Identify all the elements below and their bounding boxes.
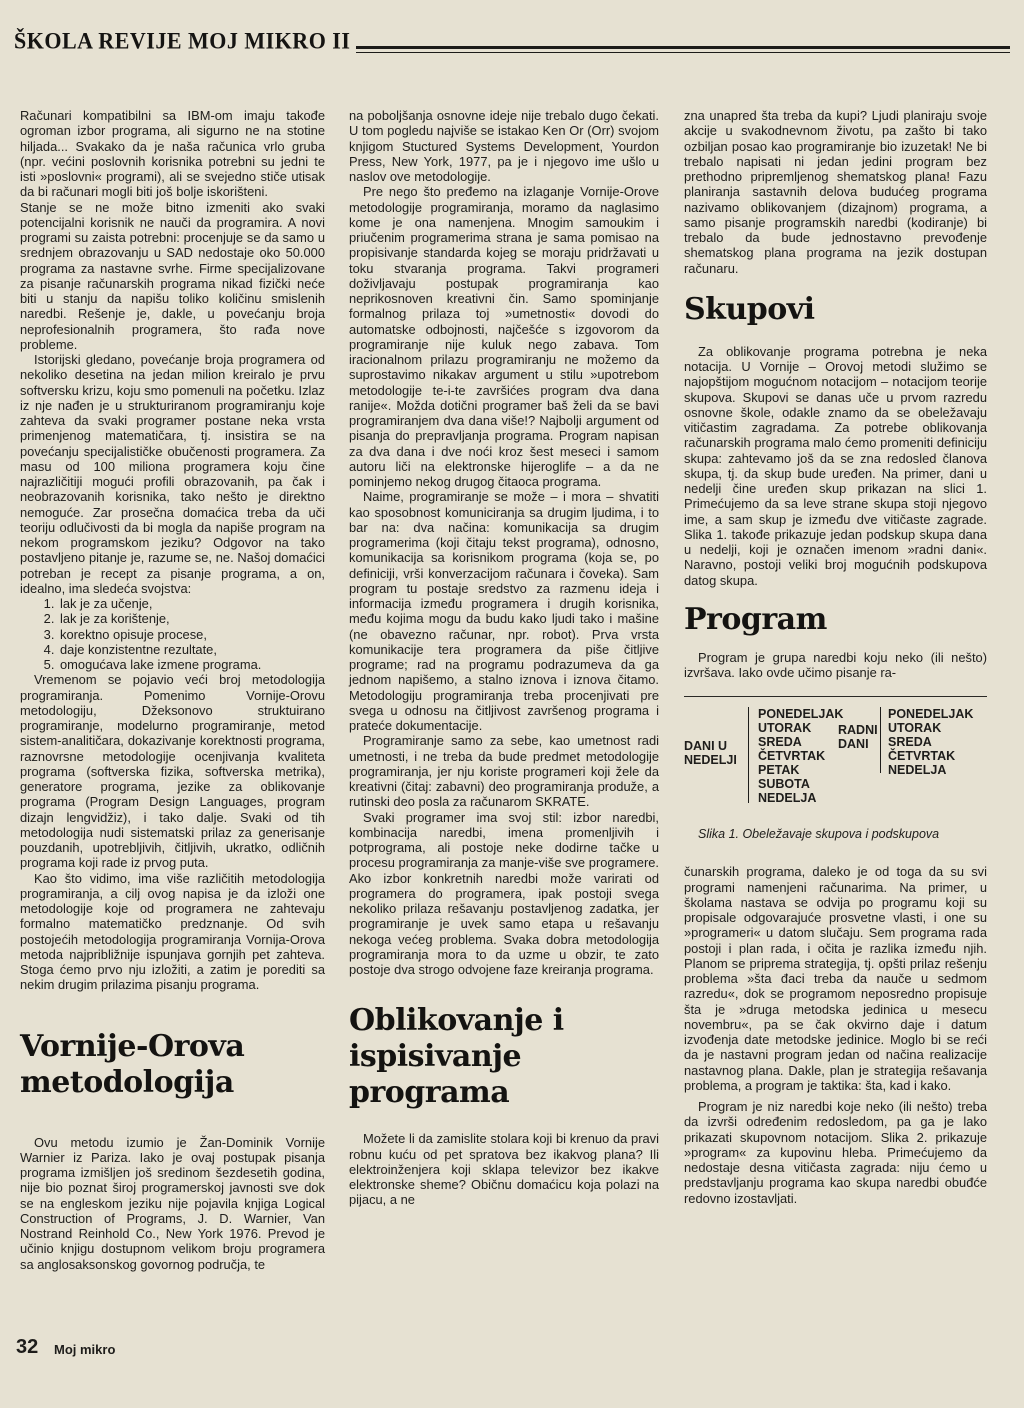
figure-1-sets <box>684 696 987 827</box>
paragraph: Program je grupa naredbi koju neko (ili nešto) izvršava. Iako ovde učimo pisanje ra- <box>684 649 987 680</box>
section-heading-program: Program <box>684 601 827 637</box>
paragraph: Možete li da zamislite stolara koji bi krenuo da pravi robnu kuću od pet spratova bez ikakvog plana? Ili elektroinženjera koji sklapa televizor bez ikakve elektronske sheme? Običnu domaćicu koja polazi na pijacu, a ne <box>349 1131 659 1208</box>
column-2 <box>349 108 659 1208</box>
series-title: ŠKOLA REVIJE MOJ MIKRO II <box>14 27 351 54</box>
subset-brace <box>880 707 885 773</box>
days-set: PONEDELJAK UTORAK SREDA ČETVRTAK PETAK SUBOTA NEDELJA <box>758 707 844 806</box>
requirements-list <box>20 596 325 672</box>
page-number: 32 <box>16 1336 39 1358</box>
list-item: 5. omogućava lake izmene programa. <box>58 657 325 672</box>
paragraph: Ovu metodu izumio je Žan-Dominik Vornije Warnier iz Pariza. Iako je ovaj postupak pisanja programa izmišljen još sredinom šezdesetih godina, nije bio poznat širој programerskoj javnosti sve dok se na engleskom jeziku nije pojavila knjiga Logical Construction of Programs, J. D. Warnier, Van Nostrand Reinhold Co., New York 1976. Prevod je učinio knjigu dostupnom velikom broju programera sa anglosaksonskog govornog područja, te <box>20 1134 325 1272</box>
subset-name-label: RADNI DANI <box>838 723 878 752</box>
left-brace <box>748 707 753 803</box>
list-item: 3. korektno opisuje procese, <box>58 627 325 642</box>
column-1 <box>20 108 325 1272</box>
paragraph: Naime, programiranje se može – i mora – shvatiti kao sposobnost komuniciranja sa drugim ljudima, i to bar na: dva načina: komunikacija sa drugim programerima (koji čitaju tekst programa), odnosno, komunikacija sa korisnikom programa (koja se, po definiciji, vrši konverzacijom računara i čoveka). Sam program tu postaje sredstvo za razmenu ideja i informacija između programera i drugih korisnika, među kojima mogu da budu kako ljudi tako i mašine (ne obavezno računar, npr. robot). Prva vrsta komunikacije tera programera da piše čitljive programe; rad na programu podrazumeva da ga jednom napišemo, a stalno iznova i iznova čitamo. Metodologiju programiranja treba procenjivati pre svega u odnosu na čitljivost završenog programa i prateće dokumentacije. <box>349 489 659 733</box>
column-3 <box>684 108 987 1206</box>
paragraph: Istorijski gledano, povećanje broja programera od nekoliko desetina na jedan milion kreiralo je prvu softversku krizu, koju smo pomenuli na početku. Izlaz iz nje nađen je u strukturiranom programiranju koje zahteva da svaki programer postane neka vrsta primenjenog matematičara, tj. insistira se na povećanju specijalističke obučenosti programera. Za masu od 100 miliona programera koju čine najrazličitiji mogući profili obrazovanih, pa čak i neobrazovanih korisnika, tako nešto je direktno nemoguće. Zar prosečna domaćica treba da uči teoriju odlučivosti da bi mogla da napiše program na nekom programskom jeziku? Odgovor na tako postavljeno pitanje je, razume se, ne. Našoj domaćici potreban je recept za pisanje programa, a on, idealno, ima sledeća svojstva: <box>20 352 325 596</box>
magazine-name: Moj mikro <box>54 1342 116 1357</box>
paragraph: Kao što vidimo, ima više različitih metodologija programiranja, a cilj ovog napisa je da izloži one metodologije koje od programera ne zahtevaju formalno matematičko predznanje. Od svih postojećih metodologija programiranja Vornija-Orova metoda najpribližnije ispunjava gornjih pet zahteva. Stoga ćemo prvo nju izložiti, a zatim je porediti sa nekim drugim prilazima pisanju programa. <box>20 870 325 993</box>
workdays-subset: PONEDELJAK UTORAK SREDA ČETVRTAK NEDELJA <box>888 707 974 778</box>
list-item: 1. lak je za učenje, <box>58 596 325 611</box>
section-heading-oblikovanje: Oblikovanje i ispisivanje programa <box>349 1003 564 1111</box>
paragraph: na poboljšanja osnovne ideje nije trebalo dugo čekati. U tom pogledu najviše se istakao Ken Or (Orr) svojom knjigom Stuctured Systems Development, Yourdon Press, New York, 1977, pa je i njegovo ime ušlo u naslov ove metodologije. <box>349 108 659 184</box>
page-header <box>14 28 1010 62</box>
paragraph: čunarskih programa, daleko je od toga da su svi programi namenjeni računarima. Na primer, u školama nastava se odvija po programu koji su propisale odgovarajuće prosvetne vlasti, i one su »programeri« u datom slučaju. Sem programa rada postoji i plan rada, i očita je razlika između njih. Planom se priprema strategija, tj. opšti prilaz rešenju problema »šta đaci treba da nauče u sedmom razredu«, dok se programom neposredno propisuje šta je »druga metodska jedinica u mesecu novembru«, pa se čak okvirno daje i datum izvođenja date metodske jedinice. Moglo bi se reći da je nastavni program jedan od načina realizacije nastavnog plana. Dakle, plan je strategija rešavanja problema, a program je taktika: šta, kad i kako. <box>684 864 987 1093</box>
section-heading-vornije: Vornije-Orova metodologija <box>20 1028 245 1100</box>
paragraph: Svaki programer ima svoj stil: izbor naredbi, kombinacija naredbi, imena promenljivih i potprograma, ali postoje neke dodirne tačke u procesu programiranja za manje-više sve programere. Ako izbor konkretnih naredbi može varirati od programera do programera, ipak postoji svega nekoliko prilaza rešavanju postavljenog zadatka, jer programiranje je uvek samo etapa u rešavanju nekoga većeg problema. Svaka dobra metodologija programiranja mora to da uzme u obzir, te zato postoje dva strogo odvojene faze kreiranja programa. <box>349 809 659 977</box>
paragraph: Stanje se ne može bitno izmeniti ako svaki potencijalni korisnik ne nauči da programira. A novi programi su zaista potrebni: procenjuje se da samo u srednjem obrazovanju u SAD nedostaje oko 50.000 programa za nastavne svrhe. Firme specijalizovane za pisanje računarskih programa nikad fizički neće biti u stanju da napišu toliko količinu smislenih naredbi. Rešenje je, dakle, u povećanju broja neprofesionalnih programera, što rađa nove probleme. <box>20 199 325 352</box>
list-item: 4. daje konzistentne rezultate, <box>58 642 325 657</box>
set-name-label: DANI U NEDELJI <box>684 739 737 768</box>
paragraph: Vremenom se pojavio veći broj metodologija programiranja. Pomenimo Vornije-Orovu metodologiju, Džeksonovo struktuirano programiranje, modelurno programiranje, metod sistem-analitičara, dokazivanje korektnosti programa, raznovrsne metodologije ocenjivanja kvaliteta programa (softverska fizika, softverska metrika), generatore programa, jezike za oblikovanje programa (Program Design Languages, program dizajn lengvidžiz), i tako dalje. Svaki od tih metodologija nudi sistematski prilaz za generisanje pouzdanih, upotrebljivih, čitljivih, ukratko, odličnih programa koji rade iz prvog puta. <box>20 672 325 871</box>
paragraph: zna unapred šta treba da kupi? Ljudi planiraju svoje akcije u svakodnevnom životu, pa zašto bi tako ozbiljan posao kao programiranje bio izuzetak! Ne bi trebalo napisati ni jedan jedini program bez prethodno pripremljenog shematskog plana! Fazu planiranja sastavnih delova budućeg programa nazivamo oblikovanjem (dizajnom) programa, a samo pisanje programskih naredbi (kodiranje) bi trebalo da bude jednostavno prevođenje shematskog plana programa na jezik dostupan računaru. <box>684 108 987 276</box>
paragraph: Programiranje samo za sebe, kao umetnost radi umetnosti, i ne treba da bude predmet metodologije programiranja, jer nju koriste programeri koji žele da kreativni (čitaj: zabavni) deo programiranja produže, a rutinski deo posla za računarom SKRATE. <box>349 733 659 810</box>
paragraph: Pre nego što pređemo na izlaganje Vornije-Orove metodologije programiranja, moramo da naglasimo kome je ona namenjena. Mnogim samoukim i priučenim programerima strana je sama pomisao na propisivanje standarda kojeg se moraju pridržavati u toku stvaranja programa. Takvi programeri doživljavaju postupak programiranja kao neprikosnoven kreativni čin. Samo spominjanje formalnog prilaza toj »umetnosti« dovodi do automatske odbojnosti, najčešće s izgovorom da programiranje nije kuluk nego zabava. Tom iracionalnom prilazu programiranju ne možemo da suprostavimo nikakav argument u stilu »upotrebom metodologije te-i-te završićes program dva dana ranije«. Možda dotični programer baš želi da se bavi programiranjem dva dana više!? Najbolji argument od pisanja do prepravljanja programa. Program napisan za dva dana i dve noći kroz šest meseci i samom autoru liči na elektronske hijeroglife – a da ne pominjemo nekog drugog čitaoca programa. <box>349 184 659 489</box>
section-heading-skupovi: Skupovi <box>684 291 815 327</box>
paragraph: Za oblikovanje programa potrebna je neka notacija. U Vornije – Orovoj metodi služimo se najopštijom mogućnom notacijom – notacijom teorije skupova. Skupovi se danas uče u prvom razredu osnovne škole, odakle znamo da se obeležavaju vitičastim zagradama. Za potrebe oblikovanja računarskih programa malo ćemo promeniti definiciju skupa: zahtevamo još da se zna redosled članova skupa, tj. da skup bude uređen. Na primer, dani u nedelji čine uređen skup prikazan na slici 1. Primećujemo da sa leve strane skupa stoji njegovo ime, a sam skup je između dve vitičaste zagrade. Slika 1. takođe prikazuje jedan podskup skupa dana u nedelji, koji je označen imenom »radni dani«. Naravno, postoji veliki broj mogućnih podskupova datog skupa. <box>684 343 987 588</box>
figure-caption: Slika 1. Obeležavaje skupova i podskupova <box>698 827 940 842</box>
header-rule <box>356 46 1010 53</box>
list-item: 2. lak je za korištenje, <box>58 611 325 626</box>
paragraph: Računari kompatibilni sa IBM-om imaju takođe ogroman izbor programa, ali sigurno ne na stotine hiljada... Svakako da je naša računica vrlo gruba (npr. većini poslovnih korisnika potrebni su jedni te isti »poslovni« programi), ali se svejedno stiče utisak da bi računari mogli biti još bolje iskorišteni. <box>20 108 325 200</box>
paragraph: Program je niz naredbi koje neko (ili nešto) treba da izvrši određenim redosledom, pa ga je lako prikazati skupovnom notacijom. Slika 2. prikazuje »program« za kupovinu hleba. Primećujemo da nedostaje desna vitičasta zagrada: niju ćemo u predstavljanju programa kao skupa naredbi obuđće redovno izostavljati. <box>684 1099 987 1206</box>
